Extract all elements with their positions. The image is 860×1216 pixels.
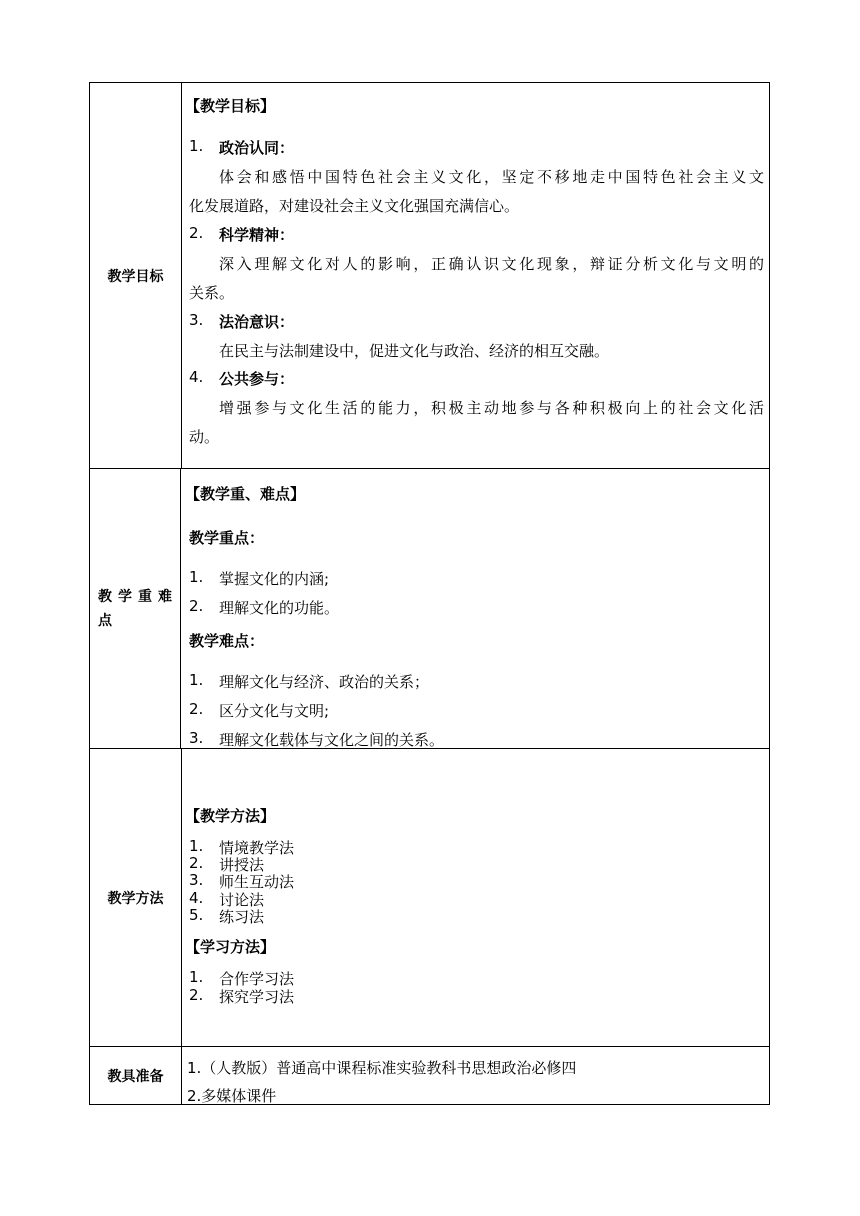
goal-3-title: 法治意识： (219, 313, 295, 331)
goal-4-number: 4. (189, 368, 204, 386)
goal-2-number: 2. (189, 224, 204, 242)
tools-line-2: 2.多媒体课件 (187, 1087, 277, 1105)
teach-3-number: 3. (189, 871, 204, 889)
goal-1-number: 1. (189, 137, 204, 155)
learn-1-text: 合作学习法 (219, 970, 295, 988)
teach-5-number: 5. (189, 906, 204, 924)
teach-3-text: 师生互动法 (219, 873, 295, 891)
row-teaching-goals (89, 82, 770, 468)
diff-1-number: 1. (189, 671, 204, 689)
teach-4-text: 讨论法 (219, 891, 265, 909)
learn-1-number: 1. (189, 968, 204, 986)
diff-2-number: 2. (189, 700, 204, 718)
goal-1-title: 政治认同： (219, 139, 295, 157)
goal-4-title: 公共参与： (219, 370, 295, 388)
diff-2-text: 区分文化与文明; (219, 702, 330, 720)
key-points-title: 教学重点： (189, 529, 265, 547)
key-1-text: 掌握文化的内涵; (219, 570, 330, 588)
teach-1-text: 情境教学法 (219, 839, 295, 857)
label-key-points-line-2: 点 (98, 612, 118, 629)
goal-3-line-1: 在民主与法制建设中，促进文化与政治、经济的相互交融。 (219, 342, 610, 360)
goal-4-line-2: 动。 (189, 428, 220, 446)
teaching-methods-heading: 【教学方法】 (185, 807, 276, 825)
key-points-heading: 【教学重、难点】 (185, 485, 306, 503)
tools-line-1: 1.（人教版）普通高中课程标准实验教科书思想政治必修四 (187, 1059, 577, 1077)
row-teaching-tools (89, 1046, 770, 1105)
content-teaching-methods (181, 749, 769, 1046)
teach-5-text: 练习法 (219, 908, 265, 926)
goal-3-number: 3. (189, 311, 204, 329)
teach-2-text: 讲授法 (219, 856, 265, 874)
goal-1-line-1: 体会和感悟中国特色社会主义文化，坚定不移地走中国特色社会主义文 (219, 168, 764, 186)
label-teaching-methods: 教学方法 (90, 749, 182, 1046)
label-teaching-goals: 教学目标 (90, 83, 182, 468)
goal-2-line-2: 关系。 (189, 284, 235, 302)
label-key-points (90, 469, 181, 748)
goals-heading: 【教学目标】 (185, 97, 276, 115)
row-key-points (89, 468, 770, 748)
goal-1-line-2: 化发展道路，对建设社会主义文化强国充满信心。 (189, 197, 520, 215)
key-2-number: 2. (189, 597, 204, 615)
content-teaching-tools (181, 1047, 769, 1104)
learning-methods-heading: 【学习方法】 (185, 938, 276, 956)
learn-2-text: 探究学习法 (219, 988, 295, 1006)
diff-1-text: 理解文化与经济、政治的关系； (219, 673, 430, 691)
goal-4-line-1: 增强参与文化生活的能力，积极主动地参与各种积极向上的社会文化活 (219, 399, 764, 417)
key-2-text: 理解文化的功能。 (219, 599, 340, 617)
teach-4-number: 4. (189, 889, 204, 907)
diff-3-number: 3. (189, 729, 204, 747)
label-teaching-tools: 教具准备 (90, 1047, 182, 1104)
teach-1-number: 1. (189, 837, 204, 855)
content-teaching-goals (181, 83, 769, 468)
goal-2-title: 科学精神： (219, 226, 295, 244)
row-teaching-methods (89, 748, 770, 1046)
difficult-points-title: 教学难点： (189, 632, 265, 650)
teach-2-number: 2. (189, 854, 204, 872)
label-key-points-line-1: 教学重难 (98, 588, 178, 605)
goal-2-line-1: 深入理解文化对人的影响，正确认识文化现象，辩证分析文化与文明的 (219, 255, 764, 273)
diff-3-text: 理解文化载体与文化之间的关系。 (219, 731, 445, 749)
content-key-points (181, 469, 769, 748)
learn-2-number: 2. (189, 986, 204, 1004)
key-1-number: 1. (189, 568, 204, 586)
